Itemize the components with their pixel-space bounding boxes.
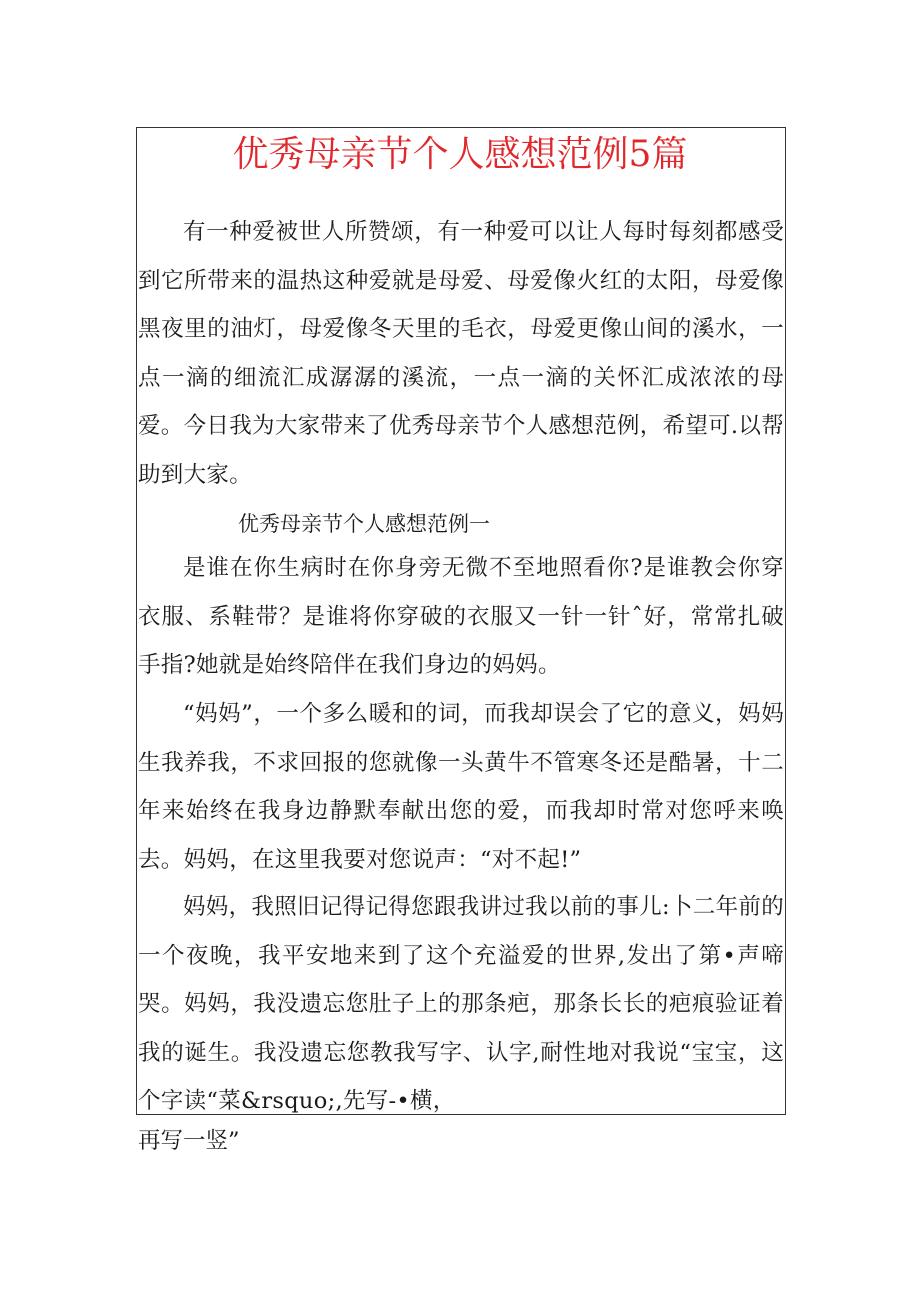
document-title: 优秀母亲节个人感想范例5篇 [232,134,688,175]
intro-paragraph: 有一种爱被世人所赞颂，有一种爱可以让人每时每刻都感受到它所带来的温热这种爱就是母爱、母爱像火红的太阳，母爱像黑夜里的油灯，母爱像冬天里的毛衣，母爱更像山间的溪水，一点一滴的细流汇成潺潺的溪流，一点一滴的关怀汇成浓浓的母爱。今日我为大家带来了优秀母亲节个人感想范例，希望可.以帮助到大家。 [138,219,784,488]
overflow-text-line: 再写一竖” [138,1128,240,1154]
body-paragraph-3: 妈妈，我照旧记得记得您跟我讲过我以前的事儿:卜二年前的一个夜晚，我平安地来到了这个充溢爱的世界,发出了第•声啼哭。妈妈，我没遗忘您肚子上的那条疤，那条长长的疤痕验证着我的诞生。我没遗忘您教我写字、认字,耐性地对我说“宝宝，这个字读“菜&rsquo;,先写-•横， [138,894,784,1114]
body-paragraph-2: “妈妈”，一个多么暖和的词，而我却误会了它的意义，妈妈生我养我，不求回报的您就像一头黄牛不管寒冬还是酷暑，十二年来始终在我身边静默奉献出您的爱，而我却时常对您呼来唤去。妈妈，在这里我要对您说声：“对不起!” [138,701,784,873]
body-paragraph-1: 是谁在你生病时在你身旁无微不至地照看你?是谁教会你穿衣服、系鞋带？是谁将你穿破的衣服又一针一针ˆ好，常常扎破手指?她就是始终陪伴在我们身边的妈妈。 [138,555,784,678]
section-heading: 优秀母亲节个人感想范例一 [238,512,490,536]
